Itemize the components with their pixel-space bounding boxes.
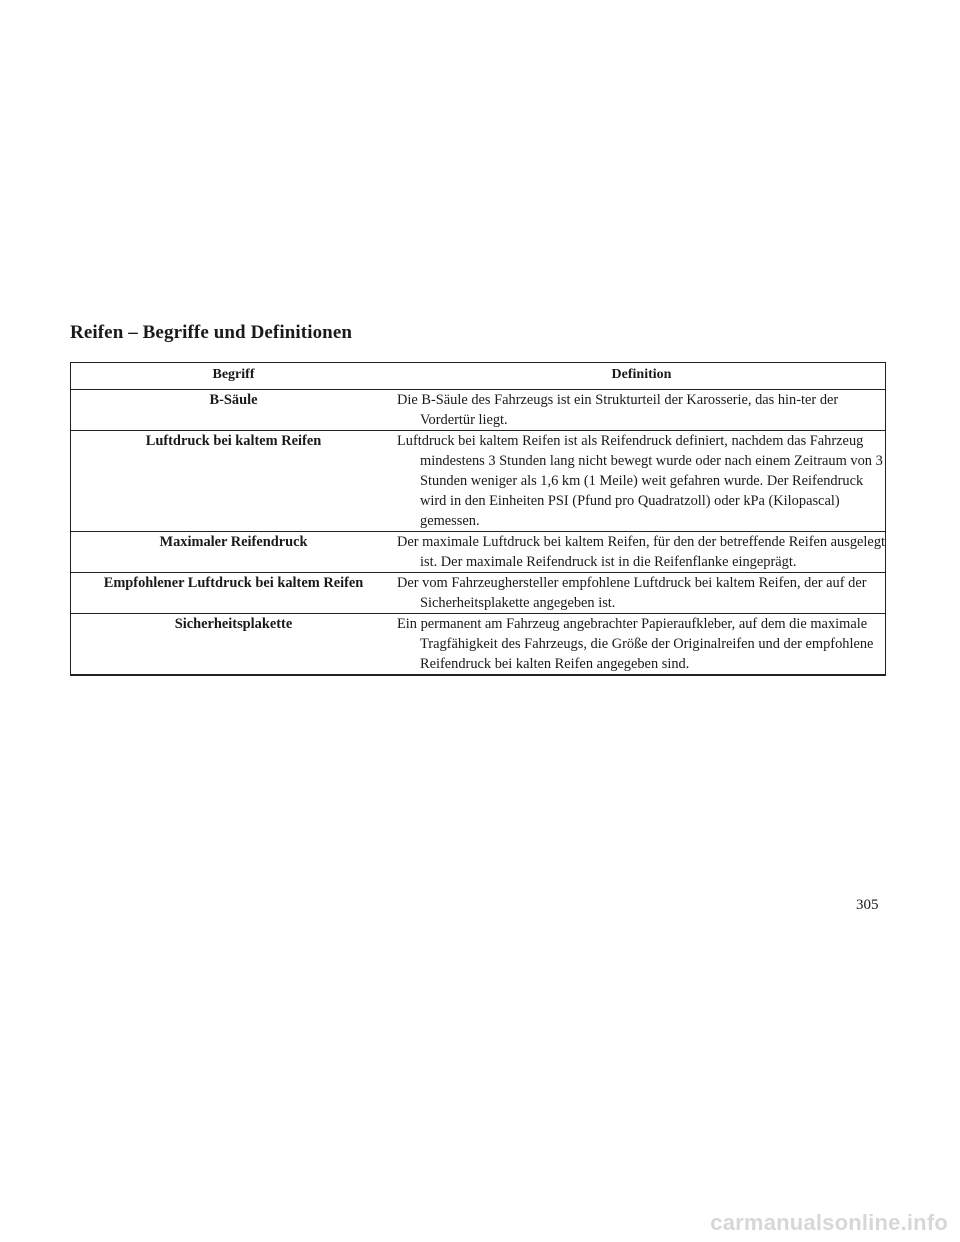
term-cell: Sicherheitsplakette <box>174 616 293 632</box>
watermark-text: carmanualsonline.info <box>710 1210 948 1235</box>
definition-text: Ein permanent am Fahrzeug angebrachter Papieraufkleber, auf dem die maximale Tragfähigkeit des Fahrzeugs, die Größe der Originalreifen und der empfohlene Reifendruck bei kalten Reifen angegeben sind. <box>397 616 874 672</box>
header-definition: Definition <box>611 367 672 382</box>
table-border-left <box>70 362 71 676</box>
definition-text: Der vom Fahrzeughersteller empfohlene Luftdruck bei kaltem Reifen, der auf der Sicherheitsplakette angegeben ist. <box>397 575 867 611</box>
definition-cell <box>397 431 886 532</box>
term-cell: B-Säule <box>209 392 258 408</box>
header-term: Begriff <box>212 367 255 382</box>
section-title: Reifen – Begriffe und Definitionen <box>70 322 353 343</box>
definition-cell <box>397 573 886 614</box>
table-header-row <box>70 363 886 390</box>
table-row <box>70 431 886 532</box>
table-row <box>70 614 886 676</box>
terms-table <box>70 362 886 676</box>
table-row <box>70 532 886 573</box>
definition-text: Die B-Säule des Fahrzeugs ist ein Strukturteil der Karosserie, das hin-ter der Vordertür liegt. <box>397 392 839 428</box>
table-row <box>70 573 886 614</box>
definition-cell <box>397 390 886 431</box>
definition-text: Luftdruck bei kaltem Reifen ist als Reifendruck definiert, nachdem das Fahrzeug mindestens 3 Stunden lang nicht bewegt wurde oder nach einem Zeitraum von 3 Stunden weniger als 1,6 km (1 Meile) weit gefahren wurde. Der Reifendruck wird in den Einheiten PSI (Pfund pro Quadratzoll) oder kPa (Kilopascal) gemessen. <box>397 433 883 529</box>
definition-cell <box>397 532 886 573</box>
definition-cell <box>397 614 886 676</box>
table-border-right <box>885 362 886 676</box>
term-cell: Empfohlener Luftdruck bei kaltem Reifen <box>103 575 364 591</box>
term-cell: Luftdruck bei kaltem Reifen <box>145 433 322 449</box>
table-row <box>70 390 886 431</box>
page-number: 305 <box>856 897 879 913</box>
term-cell: Maximaler Reifendruck <box>159 534 308 550</box>
definition-text: Der maximale Luftdruck bei kaltem Reifen, für den der betreffende Reifen ausgelegt ist. Der maximale Reifendruck ist in die Reifenflanke eingeprägt. <box>397 534 886 570</box>
